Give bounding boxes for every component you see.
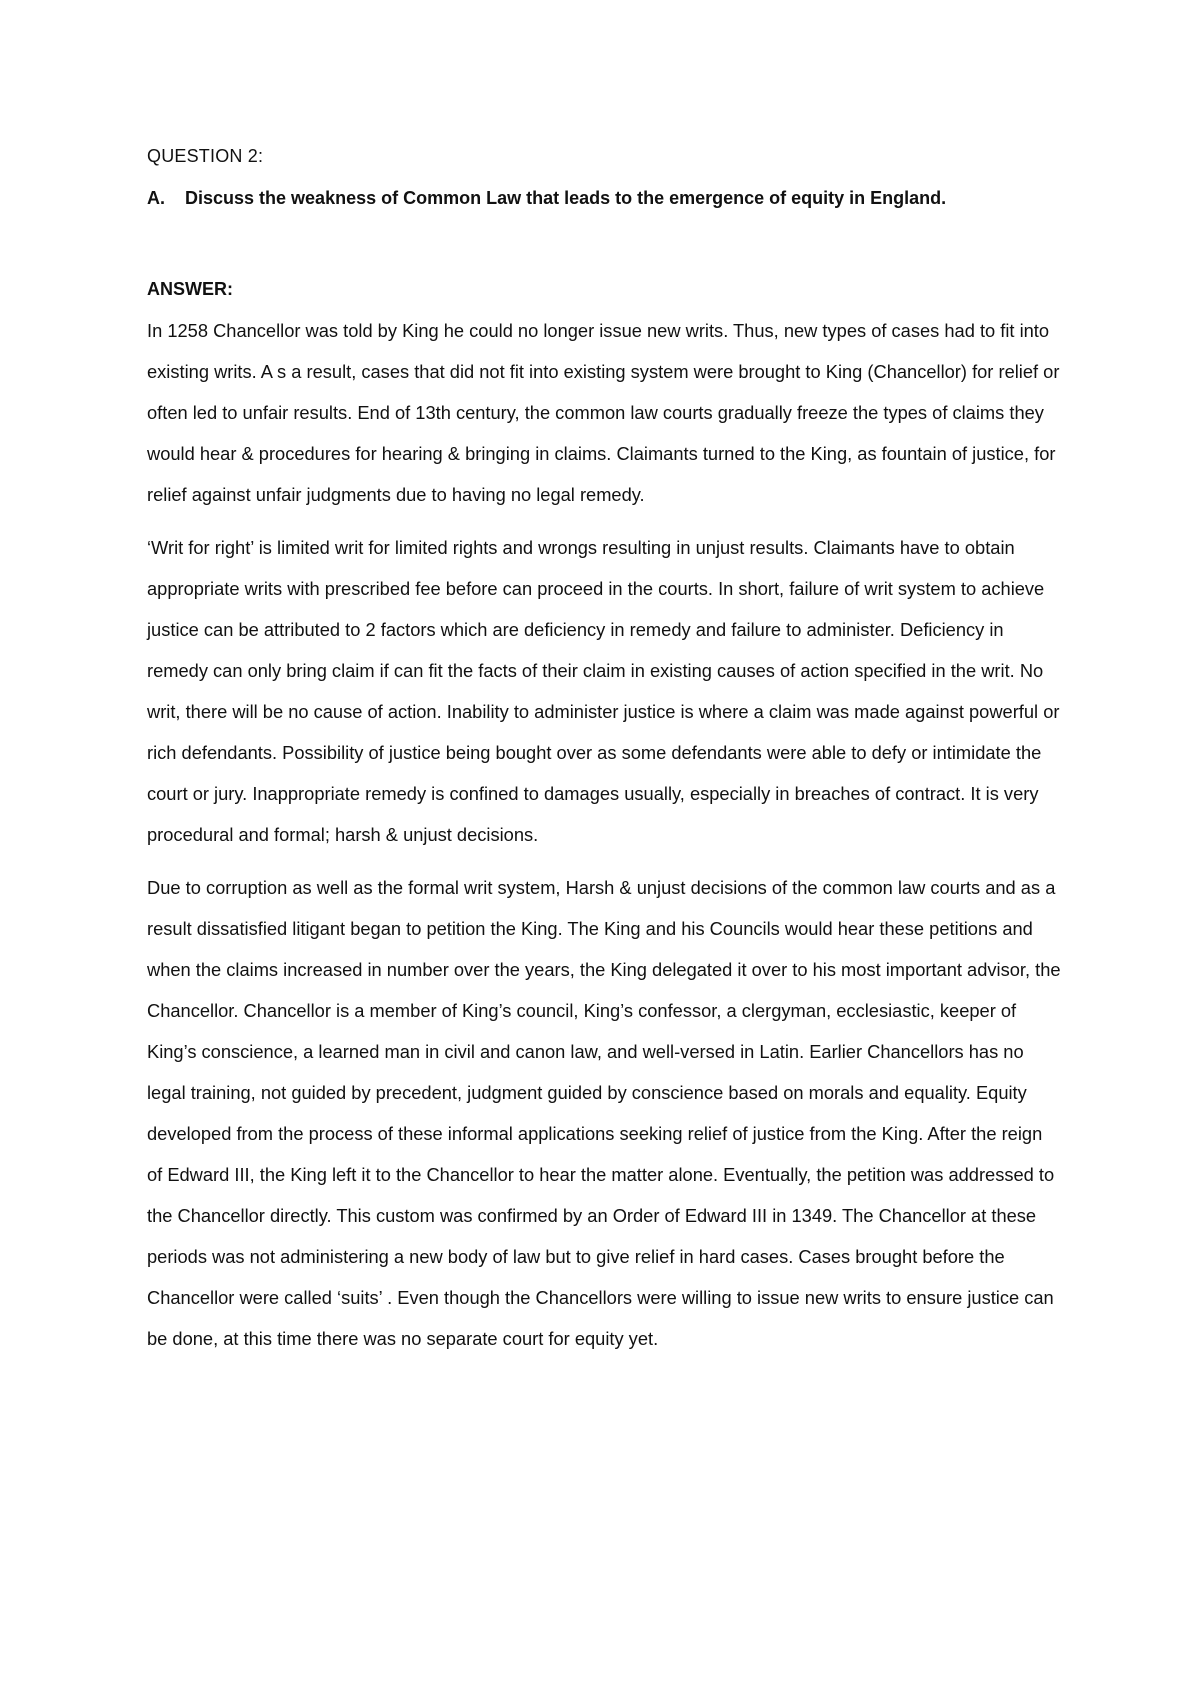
answer-heading: ANSWER:: [147, 279, 233, 299]
question-heading: QUESTION 2:: [147, 146, 264, 166]
answer-paragraph: Due to corruption as well as the formal writ system, Harsh & unjust decisions of the common law courts and as a result dissatisfied litigant began to petition the King. The King and his Councils would hear these petitions and when the claims increased in number over the years, the King delegated it over to his most important advisor, the Chancellor. Chancellor is a member of King’s council, King’s confessor, a clergyman, ecclesiastic, keeper of King’s conscience, a learned man in civil and canon law, and well-versed in Latin. Earlier Chancellors has no legal training, not guided by precedent, judgment guided by conscience based on morals and equality. Equity developed from the process of these informal applications seeking relief of justice from the King. After the reign of Edward III, the King left it to the Chancellor to hear the matter alone. Eventually, the petition was addressed to the Chancellor directly. This custom was confirmed by an Order of Edward III in 1349. The Chancellor at these periods was not administering a new body of law but to give relief in hard cases. Cases brought before the Chancellor were called ‘suits’ . Even though the Chancellors were willing to issue new writs to ensure justice can be done, at this time there was no separate court for equity yet.: [147, 877, 1061, 1349]
question-item: [147, 185, 1062, 211]
document-content: [147, 144, 1062, 1359]
question-marker: A.: [147, 188, 165, 208]
question-text: Discuss the weakness of Common Law that leads to the emergence of equity in England.: [185, 188, 947, 208]
answer-paragraph: In 1258 Chancellor was told by King he could no longer issue new writs. Thus, new types of cases had to fit into existing writs. A s a result, cases that did not fit into existing system were brought to King (Chancellor) for relief or often led to unfair results. End of 13th century, the common law courts gradually freeze the types of claims they would hear & procedures for hearing & bringing in claims. Claimants turned to the King, as fountain of justice, for relief against unfair judgments due to having no legal remedy.: [147, 320, 1060, 505]
answer-paragraph: ‘Writ for right’ is limited writ for limited rights and wrongs resulting in unjust results. Claimants have to obtain appropriate writs with prescribed fee before can proceed in the courts. In short, failure of writ system to achieve justice can be attributed to 2 factors which are deficiency in remedy and failure to administer. Deficiency in remedy can only bring claim if can fit the facts of their claim in existing causes of action specified in the writ. No writ, there will be no cause of action. Inability to administer justice is where a claim was made against powerful or rich defendants. Possibility of justice being bought over as some defendants were able to defy or intimidate the court or jury. Inappropriate remedy is confined to damages usually, especially in breaches of contract. It is very procedural and formal; harsh & unjust decisions.: [147, 537, 1060, 845]
